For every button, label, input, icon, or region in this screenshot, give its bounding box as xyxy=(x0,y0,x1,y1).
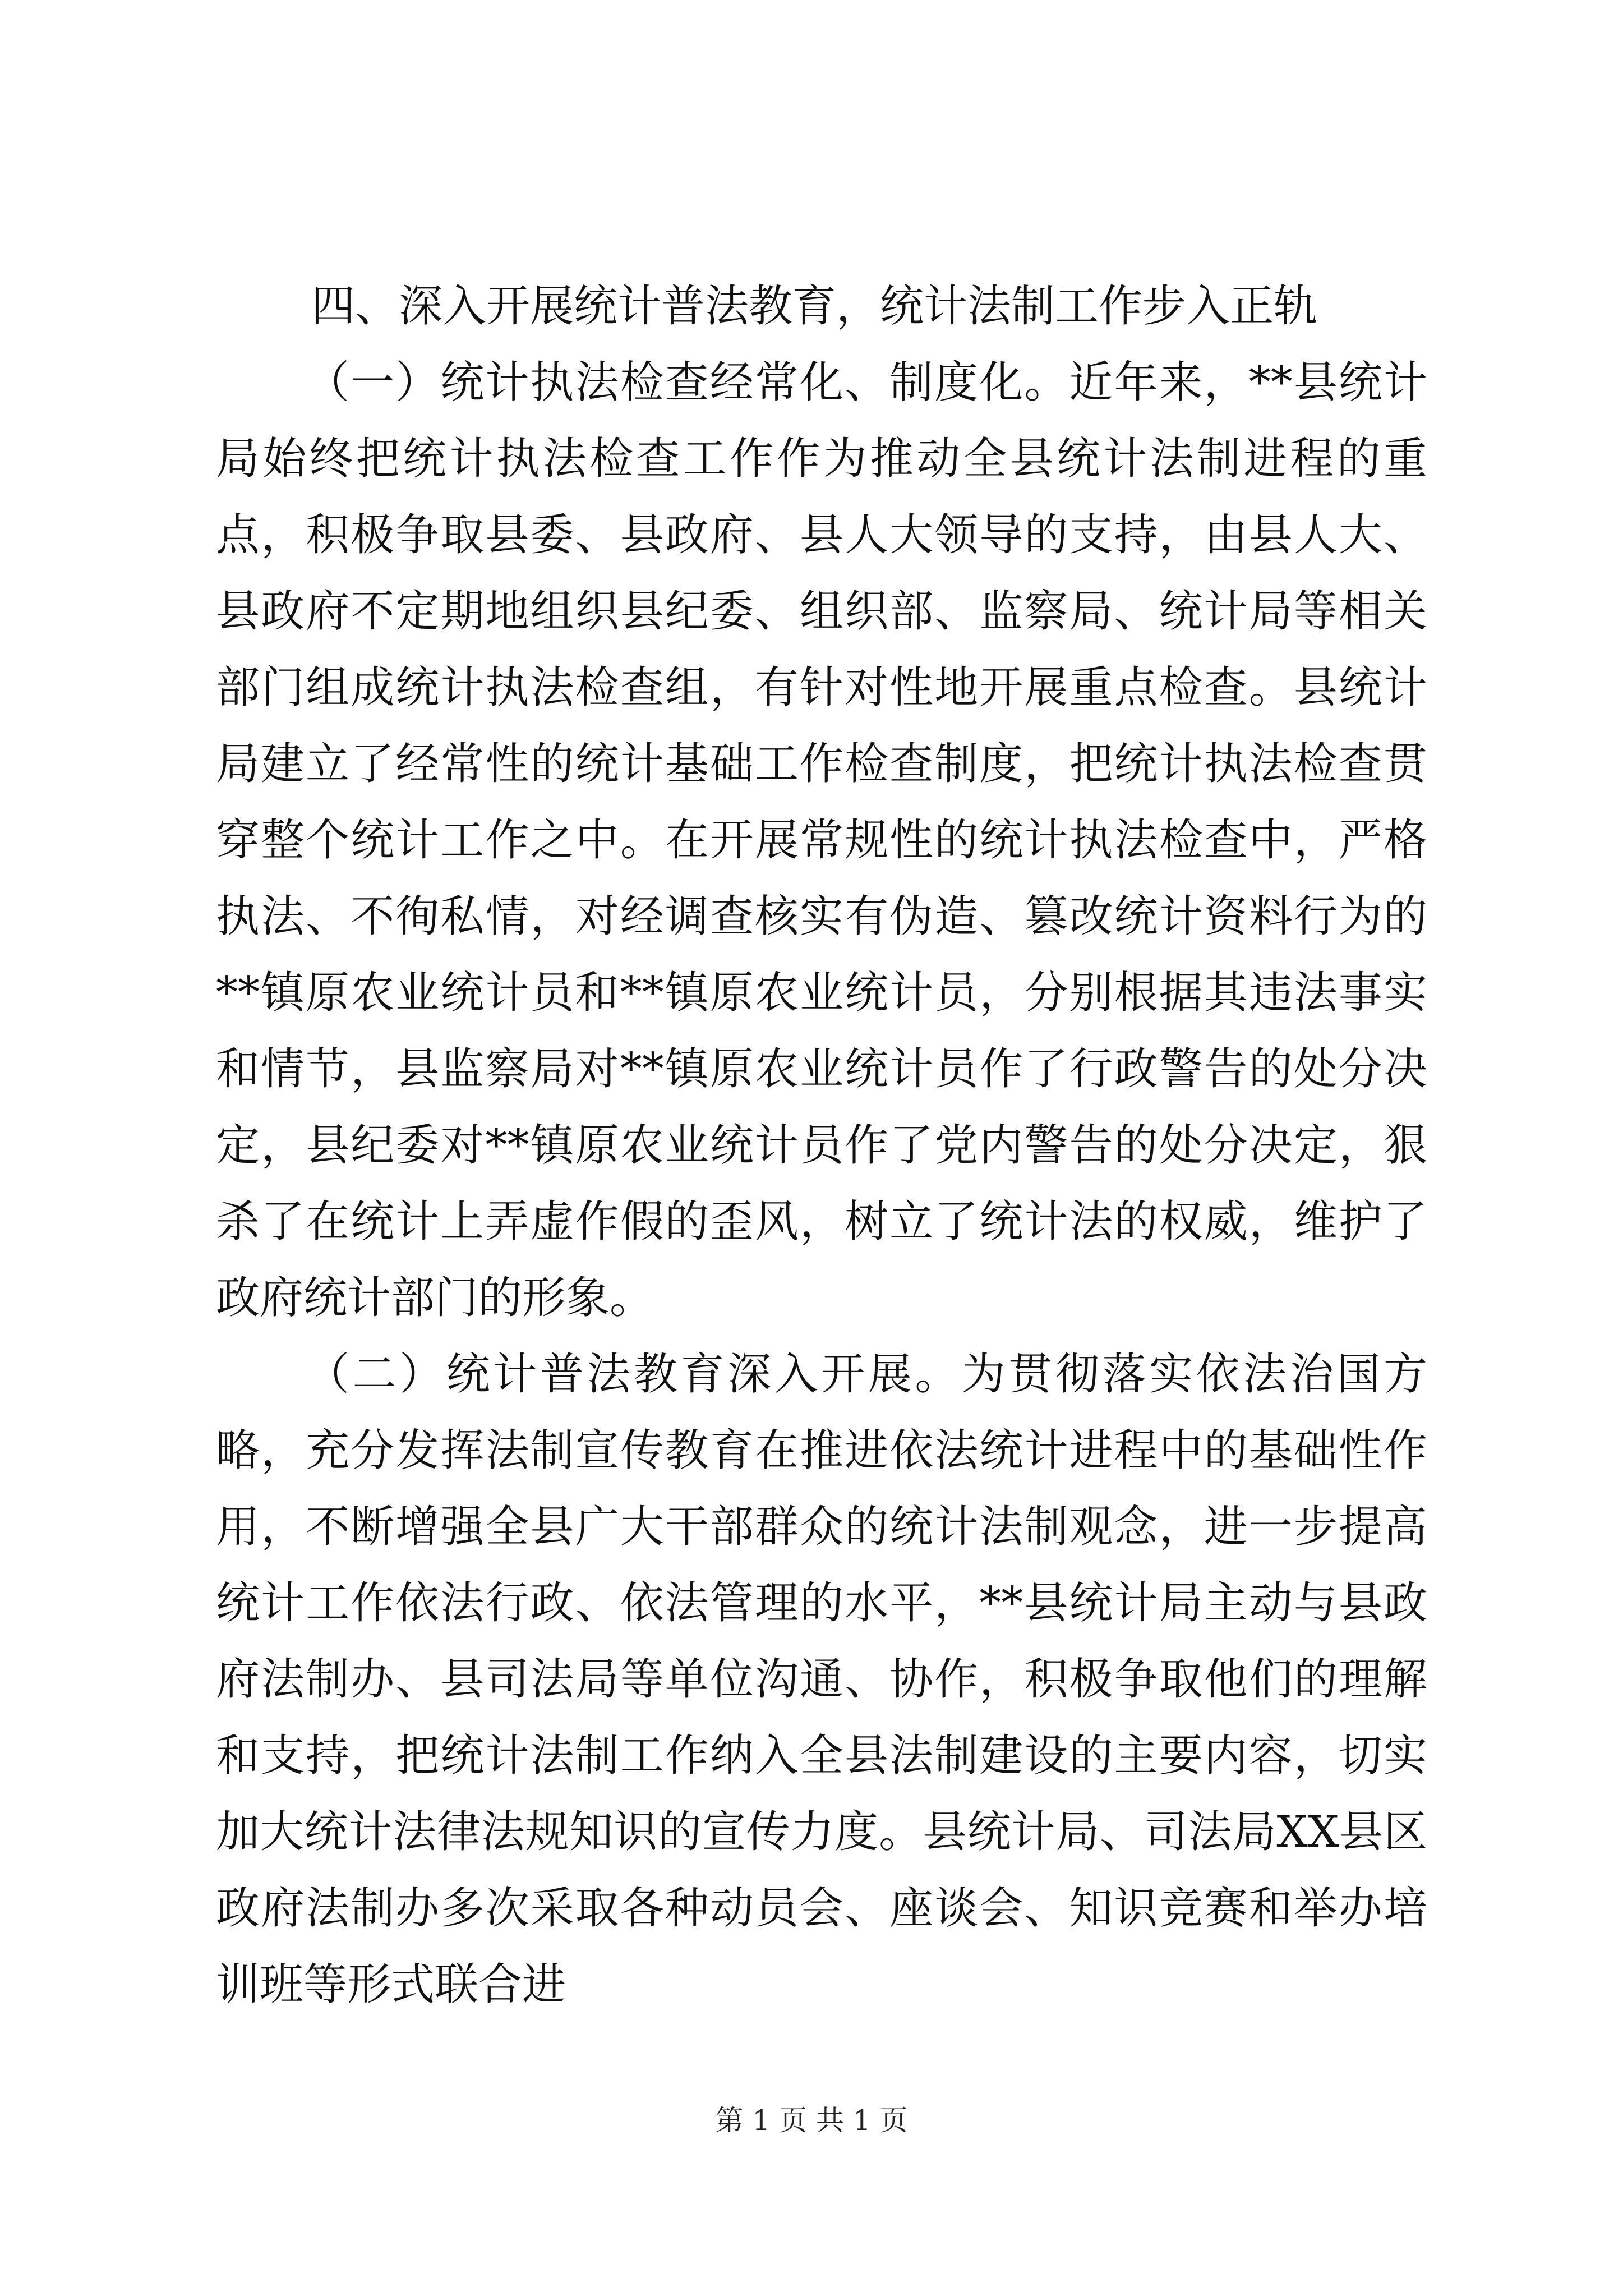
section-heading: 四、深入开展统计普法教育，统计法制工作步入正轨 xyxy=(311,281,1318,332)
document-body xyxy=(216,268,1427,2023)
page-number-footer: 第 1 页 共 1 页 xyxy=(715,2104,908,2137)
paragraph-2: （二）统计普法教育深入开展。为贯彻落实依法治国方略，充分发挥法制宣传教育在推进依法统计进程中的基础性作用，不断增强全县广大干部群众的统计法制观念，进一步提高统计工作依法行政、依法管理的水平，**县统计局主动与县政府法制办、县司法局等单位沟通、协作，积极争取他们的理解和支持，把统计法制工作纳入全县法制建设的主要内容，切实加大统计法律法规知识的宣传力度。县统计局、司法局XX县区政府法制办多次采取各种动员会、座谈会、知识竞赛和举办培训班等形式联合进 xyxy=(216,1349,1427,2010)
paragraph-1: （一）统计执法检查经常化、制度化。近年来，**县统计局始终把统计执法检查工作作为推动全县统计法制进程的重点，积极争取县委、县政府、县人大领导的支持，由县人大、县政府不定期地组织县纪委、组织部、监察局、统计局等相关部门组成统计执法检查组，有针对性地开展重点检查。县统计局建立了经常性的统计基础工作检查制度，把统计执法检查贯穿整个统计工作之中。在开展常规性的统计执法检查中，严格执法、不徇私情，对经调查核实有伪造、篡改统计资料行为的**镇原农业统计员和**镇原农业统计员，分别根据其违法事实和情节，县监察局对**镇原农业统计员作了行政警告的处分决定，县纪委对**镇原农业统计员作了党内警告的处分决定，狠杀了在统计上弄虚作假的歪风，树立了统计法的权威，维护了政府统计部门的形象。 xyxy=(216,357,1427,1323)
